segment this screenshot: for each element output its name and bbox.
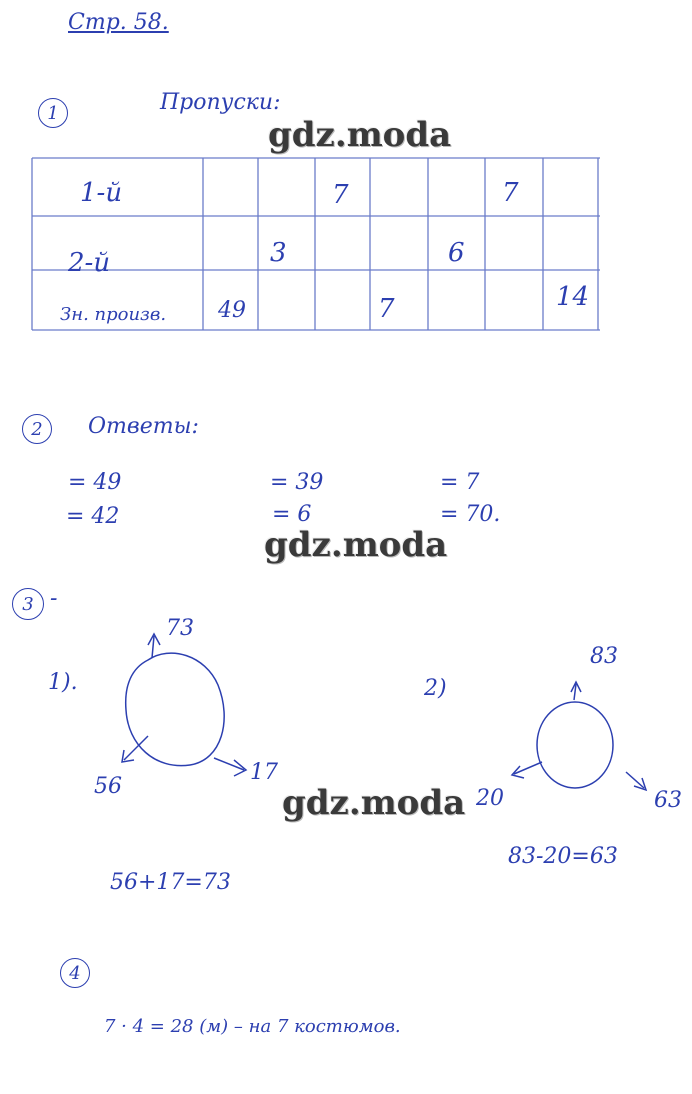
part2-equation: 83-20=63 — [508, 844, 618, 869]
answer: = 7 — [440, 470, 480, 495]
part2-label: 2) — [424, 676, 447, 701]
table-cell: 14 — [556, 282, 590, 312]
part1-label: 1). — [48, 670, 78, 695]
answer: = 70. — [440, 502, 501, 527]
answer: = 6 — [272, 502, 312, 527]
row1-label: 1-й — [80, 178, 123, 208]
part1-left: 56 — [94, 774, 122, 799]
part1-right: 17 — [250, 760, 278, 785]
table-cell: 7 — [502, 178, 519, 208]
task1-title: Пропуски: — [160, 90, 281, 115]
task1-number: 1 — [38, 98, 68, 128]
part1-equation: 56+17=73 — [110, 870, 231, 895]
task3-number: 3 — [12, 588, 44, 620]
watermark: gdz.moda — [268, 115, 452, 155]
task4-equation: 7 · 4 = 28 (м) – на 7 костюмов. — [104, 1016, 401, 1037]
table-cell: 3 — [270, 238, 287, 268]
task2-number: 2 — [22, 414, 52, 444]
task2-title: Ответы: — [88, 414, 199, 439]
part1-top: 73 — [166, 616, 194, 641]
page-label: Стр. 58. — [68, 10, 169, 35]
table-cell: 49 — [218, 298, 246, 323]
table-cell: 7 — [332, 180, 349, 210]
task4-number: 4 — [60, 958, 90, 988]
row2-label: 2-й — [68, 248, 111, 278]
row3-label: Зн. произв. — [60, 304, 167, 325]
part2-top: 83 — [590, 644, 618, 669]
answer: = 39 — [270, 470, 324, 495]
part2-left: 20 — [476, 786, 504, 811]
watermark: gdz.moda — [282, 783, 466, 823]
table-cell: 6 — [448, 238, 465, 268]
task3-dash: - — [50, 586, 58, 611]
part2-right: 63 — [654, 788, 682, 813]
answer: = 42 — [66, 504, 120, 529]
answer: = 49 — [68, 470, 122, 495]
watermark: gdz.moda — [264, 525, 448, 565]
table-cell: 7 — [378, 294, 395, 324]
